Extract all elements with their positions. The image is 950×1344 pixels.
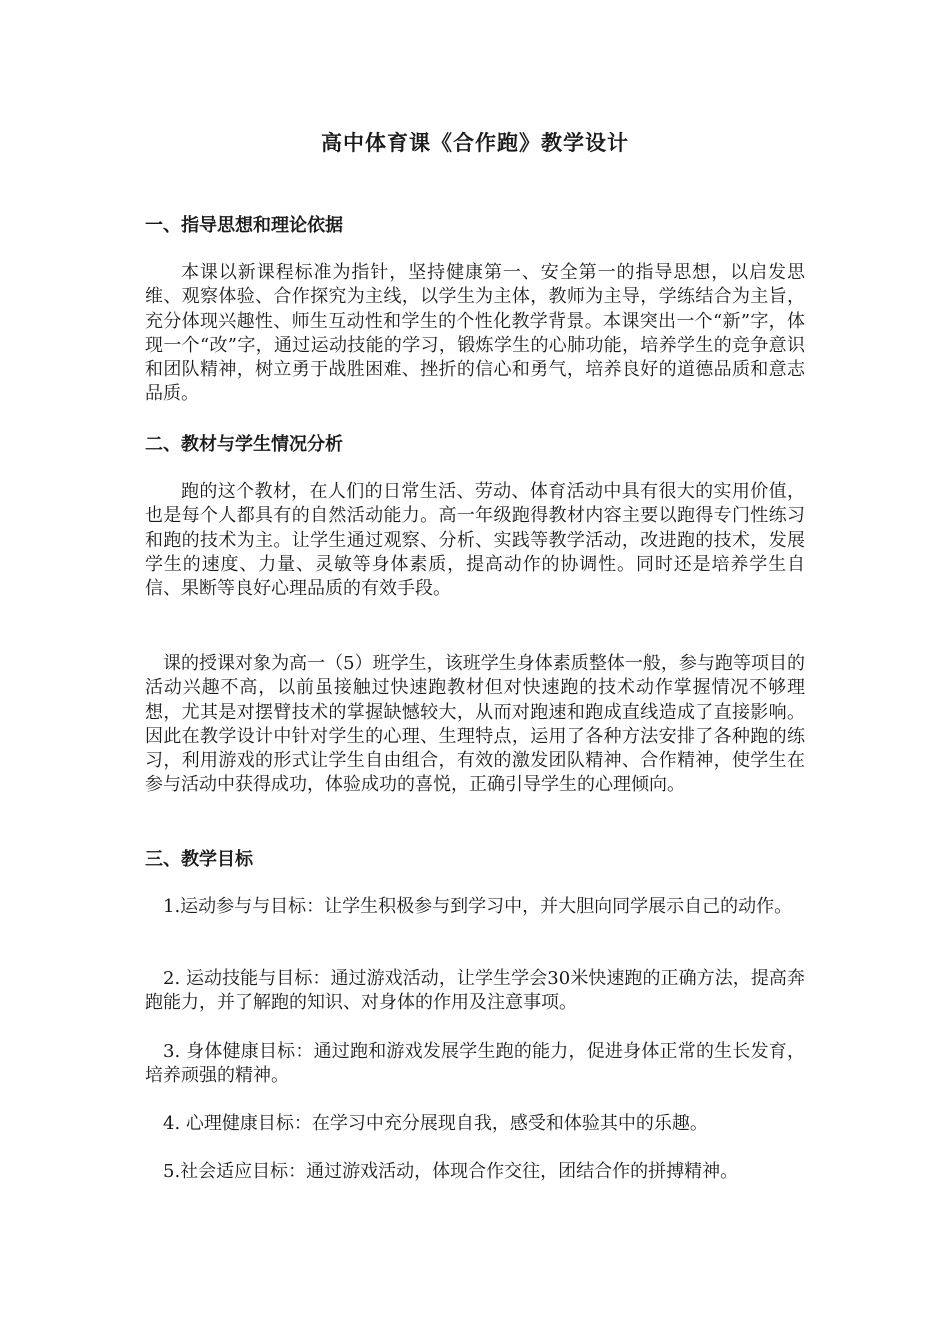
document-title: 高中体育课《合作跑》教学设计 [321, 130, 629, 155]
section-heading-guiding-ideology: 一、指导思想和理论依据 [145, 215, 343, 236]
goal-item-social-adaptation: 5.社会适应目标：通过游戏活动，体现合作交往，团结合作的拼搏精神。 [163, 1161, 739, 1182]
paragraph-guiding-ideology: 本课以新课程标准为指针，坚持健康第一、安全第一的指导思想，以启发思维、观察体验、合作探究为主线，以学生为主体，教师为主导，学练结合为主旨，充分体现兴趣性、师生互动性和学生的个性化教学背景。本课突出一个“新”字，体现一个“改”字，通过运动技能的学习，锻炼学生的心肺功能，培养学生的竞争意识和团队精神，树立勇于战胜困难、挫折的信心和勇气，培养良好的道德品质和意志品质。 [145, 262, 805, 405]
paragraph-material-analysis: 跑的这个教材，在人们的日常生活、劳动、体育活动中具有很大的实用价值，也是每个人都具有的自然活动能力。高一年级跑得教材内容主要以跑得专门性练习和跑的技术为主。让学生通过观察、分析、实践等教学活动，改进跑的技术，发展学生的速度、力量、灵敏等身体素质，提高动作的协调性。同时还是培养学生自信、果断等良好心理品质的有效手段。 [145, 481, 805, 600]
goal-item-participation: 1.运动参与与目标：让学生积极参与到学习中，并大胆向同学展示自己的动作。 [163, 896, 793, 917]
section-heading-material-analysis: 二、教材与学生情况分析 [145, 434, 343, 455]
goal-item-motor-skills: 2. 运动技能与目标：通过游戏活动，让学生学会30米快速跑的正确方法，提高奔跑能力，并了解跑的知识、对身体的作用及注意事项。 [145, 968, 805, 1014]
goal-item-physical-health: 3. 身体健康目标：通过跑和游戏发展学生跑的能力，促进身体正常的生长发育，培养顽强的精神。 [145, 1041, 805, 1087]
goal-item-mental-health: 4. 心理健康目标：在学习中充分展现自我，感受和体验其中的乐趣。 [163, 1113, 708, 1134]
section-heading-teaching-goals: 三、教学目标 [145, 849, 253, 870]
paragraph-student-analysis: 课的授课对象为高一（5）班学生，该班学生身体素质整体一般，参与跑等项目的活动兴趣不高，以前虽接触过快速跑教材但对快速跑的技术动作掌握情况不够理想，尤其是对摆臂技术的掌握缺憾较大，从而对跑速和跑成直线造成了直接影响。因此在教学设计中针对学生的心理、生理特点，运用了各种方法安排了各种跑的练习，利用游戏的形式让学生自由组合，有效的激发团队精神、合作精神，使学生在参与活动中获得成功，体验成功的喜悦，正确引导学生的心理倾向。 [145, 653, 805, 796]
